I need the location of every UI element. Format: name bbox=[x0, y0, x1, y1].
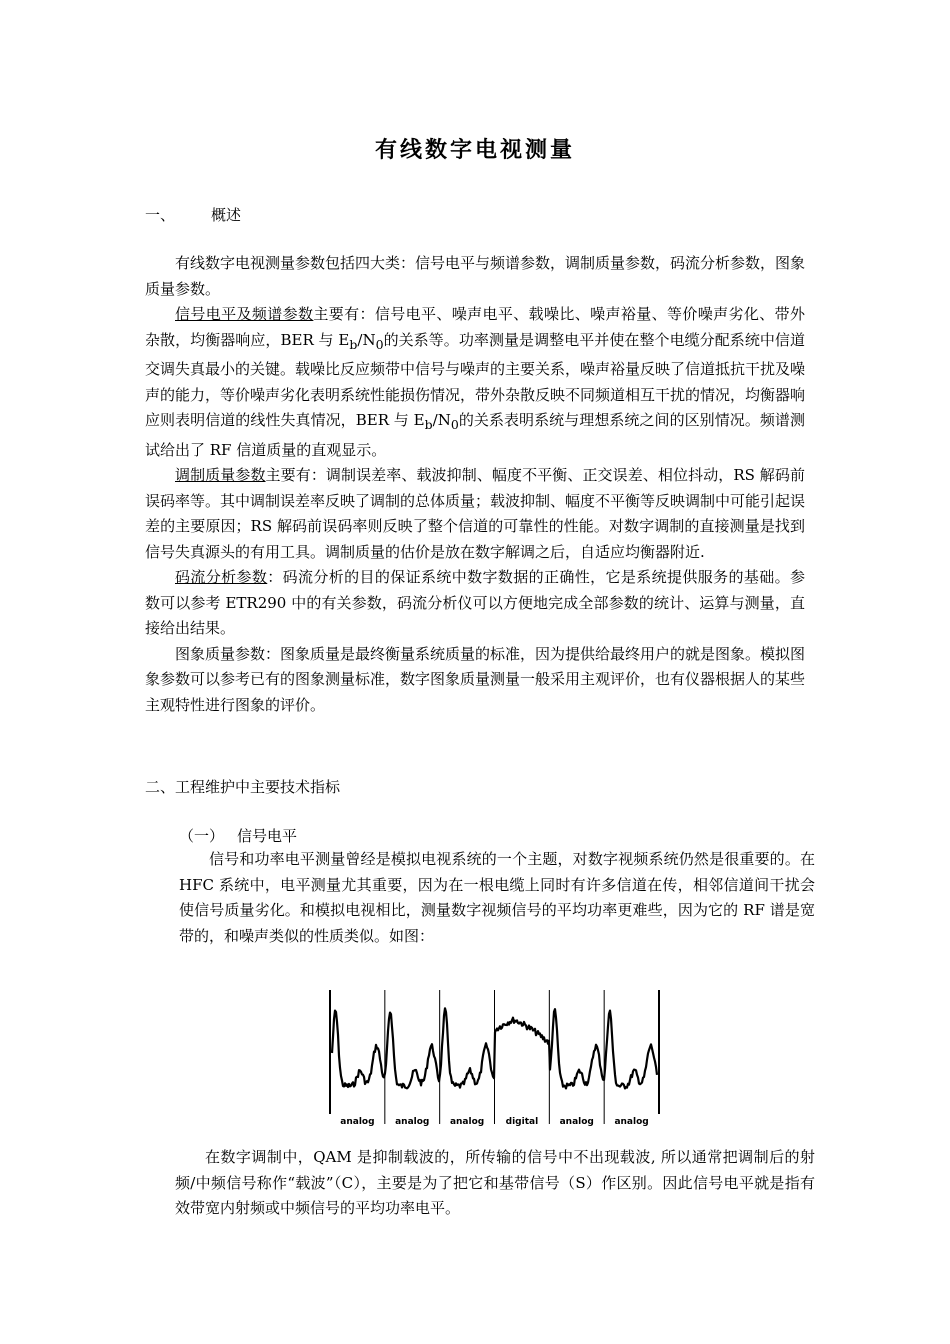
channel-label: analog bbox=[449, 1117, 485, 1127]
term-modulation-quality: 调制质量参数 bbox=[175, 466, 266, 484]
text-part: ：码流分析的目的保证系统中数字数据的正确性，它是系统提供服务的基础。参数可以参考 ETR290 中的有关参数，码流分析仪可以方便地完成全部参数的统计、运算与测量，直接给出结果。 bbox=[145, 568, 805, 637]
text-part: /N bbox=[432, 411, 451, 429]
paragraph-signal-level-spectrum bbox=[145, 302, 805, 463]
overview-text bbox=[145, 251, 805, 718]
text-part: 主要有：信号电平、噪声电平、载噪比、噪声裕量、等价噪声劣化、带外杂散，均衡器响应，BER 与 E bbox=[145, 305, 805, 349]
text-part: /N bbox=[357, 330, 376, 349]
channel-label: analog bbox=[395, 1117, 430, 1127]
channel-label: digital bbox=[505, 1117, 539, 1127]
channel-label: analog bbox=[614, 1117, 649, 1127]
paragraph-qam-carrier: 在数字调制中，QAM 是抑制载波的，所传输的信号中不出现载波, 所以通常把调制后的射频/中频信号称作“载波”（C），主要是为了把它和基带信号（S）作区别。因此信号电平就是指有效带宽内射频或中频信号的平均功率电平。 bbox=[175, 1148, 815, 1217]
subsection-1-number: （一） bbox=[179, 827, 225, 845]
subsection-1-heading bbox=[179, 825, 297, 846]
section-2-heading: 二、工程维护中主要技术指标 bbox=[145, 778, 341, 796]
spectrum-svg bbox=[326, 986, 666, 1128]
section-1-title: 概述 bbox=[211, 206, 242, 224]
text-part: 的关系等。功率测量是调整电平并使在整个电缆分配系统中信道交调失真最小的关键。载噪比反应频带中信号与噪声的主要关系，噪声裕量反映了信道抵抗干扰及噪声的能力，等价噪声劣化表明系统性能损伤情况，带外杂散反映不同频道相互干扰的情况，均衡器响应则表明信道的线性失真情况，BER 与 E bbox=[145, 330, 806, 429]
subscript-0: 0 bbox=[375, 336, 384, 352]
subscript-b: b bbox=[424, 417, 433, 432]
paragraph-image-quality: 图象质量参数：图象质量是最终衡量系统质量的标准，因为提供给最终用户的就是图象。模拟图象参数可以参考已有的图象测量标准，数字图象质量测量一般采用主观评价，也有仪器根据人的某些主观特性进行图象的评价。 bbox=[145, 644, 806, 714]
channel-label: analog bbox=[340, 1117, 375, 1127]
signal-level-text-1 bbox=[179, 847, 815, 949]
page-title: 有线数字电视测量 bbox=[374, 137, 575, 163]
text-part: 的关系表明系统与理想系统之间的区别情况。频谱测试给出了 RF 信道质量的直观显示。 bbox=[145, 411, 805, 459]
paragraph-modulation-quality bbox=[145, 463, 805, 565]
section-1-heading bbox=[145, 204, 241, 225]
channel-label: analog bbox=[559, 1117, 594, 1127]
paragraph-stream-analysis bbox=[145, 565, 805, 642]
signal-level-text-2 bbox=[175, 1145, 815, 1222]
subsection-1-title: 信号电平 bbox=[237, 827, 298, 845]
section-1-number: 一、 bbox=[145, 206, 176, 224]
term-stream-analysis: 码流分析参数 bbox=[175, 568, 268, 586]
subscript-b: b bbox=[349, 336, 358, 352]
text-part: 主要有：调制误差率、载波抑制、幅度不平衡、正交误差、相位抖动，RS 解码前误码率等。其中调制误差率反映了调制的总体质量；载波抑制、幅度不平衡等反映调制中可能引起误差的主要原因；RS 解码前误码率则反映了整个信道的可靠性的性能。对数字调制的直接测量是找到信号失真源头的有用工具。调制质量的估价是放在数字解调之后，自适应均衡器附近. bbox=[145, 466, 806, 561]
spectrum-figure bbox=[326, 986, 666, 1128]
paragraph-intro: 有线数字电视测量参数包括四大类：信号电平与频谱参数，调制质量参数，码流分析参数，图象质量参数。 bbox=[145, 254, 806, 298]
paragraph-signal-level: 信号和功率电平测量曾经是模拟电视系统的一个主题，对数字视频系统仍然是很重要的。在 HFC 系统中，电平测量尤其重要，因为在一根电缆上同时有许多信道在传，相邻信道间干扰会使信号质量劣化。和模拟电视相比，测量数字视频信号的平均功率更难些，因为它的 RF 谱是宽带的，和噪声类似的性质类似。如图： bbox=[179, 850, 815, 945]
subscript-0: 0 bbox=[450, 417, 459, 432]
term-signal-level-spectrum: 信号电平及频谱参数 bbox=[175, 305, 314, 323]
